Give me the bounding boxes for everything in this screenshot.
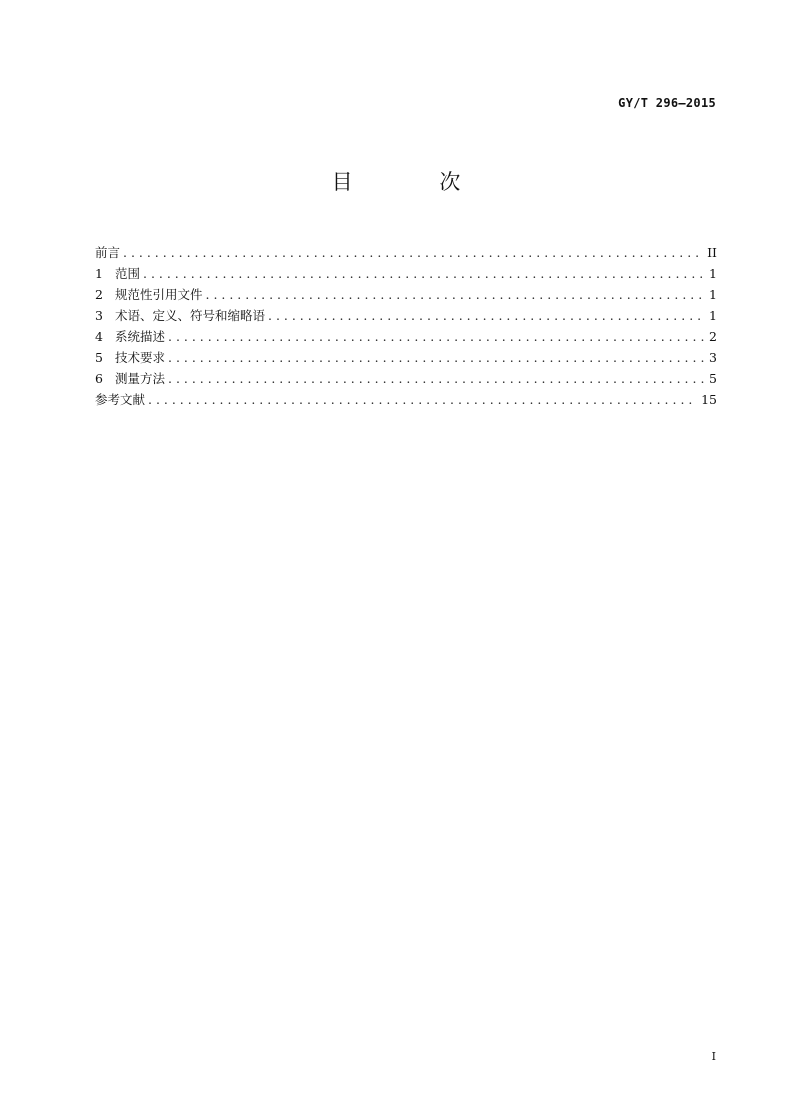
toc-entry-text: 范围 [115,266,141,281]
toc-entry-text: 测量方法 [115,371,166,386]
toc-title: 目 次 [331,170,501,194]
standard-code: GY/T 296—2015 [618,96,716,110]
toc-entry-number: 6 [95,371,103,386]
toc-entry-number: 2 [95,287,103,302]
toc-entry-technical-requirements[interactable] [95,347,717,368]
toc-leader-dots [123,242,703,263]
toc-entry-number: 3 [95,308,103,323]
toc-entry-normative-references[interactable] [95,284,717,305]
toc-entry-number: 5 [95,350,103,365]
toc-entry-measurement-methods[interactable] [95,368,717,389]
toc-entry-page: 1 [709,287,717,302]
toc-leader-dots [168,326,705,347]
toc-entry-text: 前言 [95,245,121,260]
toc-leader-dots [148,389,697,410]
toc-leader-dots [168,347,705,368]
toc-entry-text: 术语、定义、符号和缩略语 [115,308,266,323]
toc-entry-page: 5 [709,371,717,386]
toc-leader-dots [268,305,705,326]
toc-entry-number: 4 [95,329,103,344]
toc-entry-page: II [707,245,717,260]
toc-leader-dots [168,368,705,389]
toc-entry-text: 系统描述 [115,329,166,344]
toc-entry-scope[interactable] [95,263,717,284]
toc-entry-page: 1 [709,266,717,281]
toc-entry-page: 1 [709,308,717,323]
toc-entry-text: 参考文献 [95,392,146,407]
toc-entry-page: 15 [701,392,717,407]
toc-entry-terms-definitions[interactable] [95,305,717,326]
toc-leader-dots [143,263,705,284]
toc-leader-dots [206,284,706,305]
page-number: I [711,1050,716,1063]
toc-entry-text: 技术要求 [115,350,166,365]
table-of-contents [95,242,717,410]
toc-entry-text: 规范性引用文件 [115,287,203,302]
toc-entry-foreword[interactable] [95,242,717,263]
toc-entry-system-description[interactable] [95,326,717,347]
toc-entry-page: 3 [709,350,717,365]
toc-entry-bibliography[interactable] [95,389,717,410]
toc-entry-page: 2 [709,329,717,344]
toc-entry-number: 1 [95,266,103,281]
